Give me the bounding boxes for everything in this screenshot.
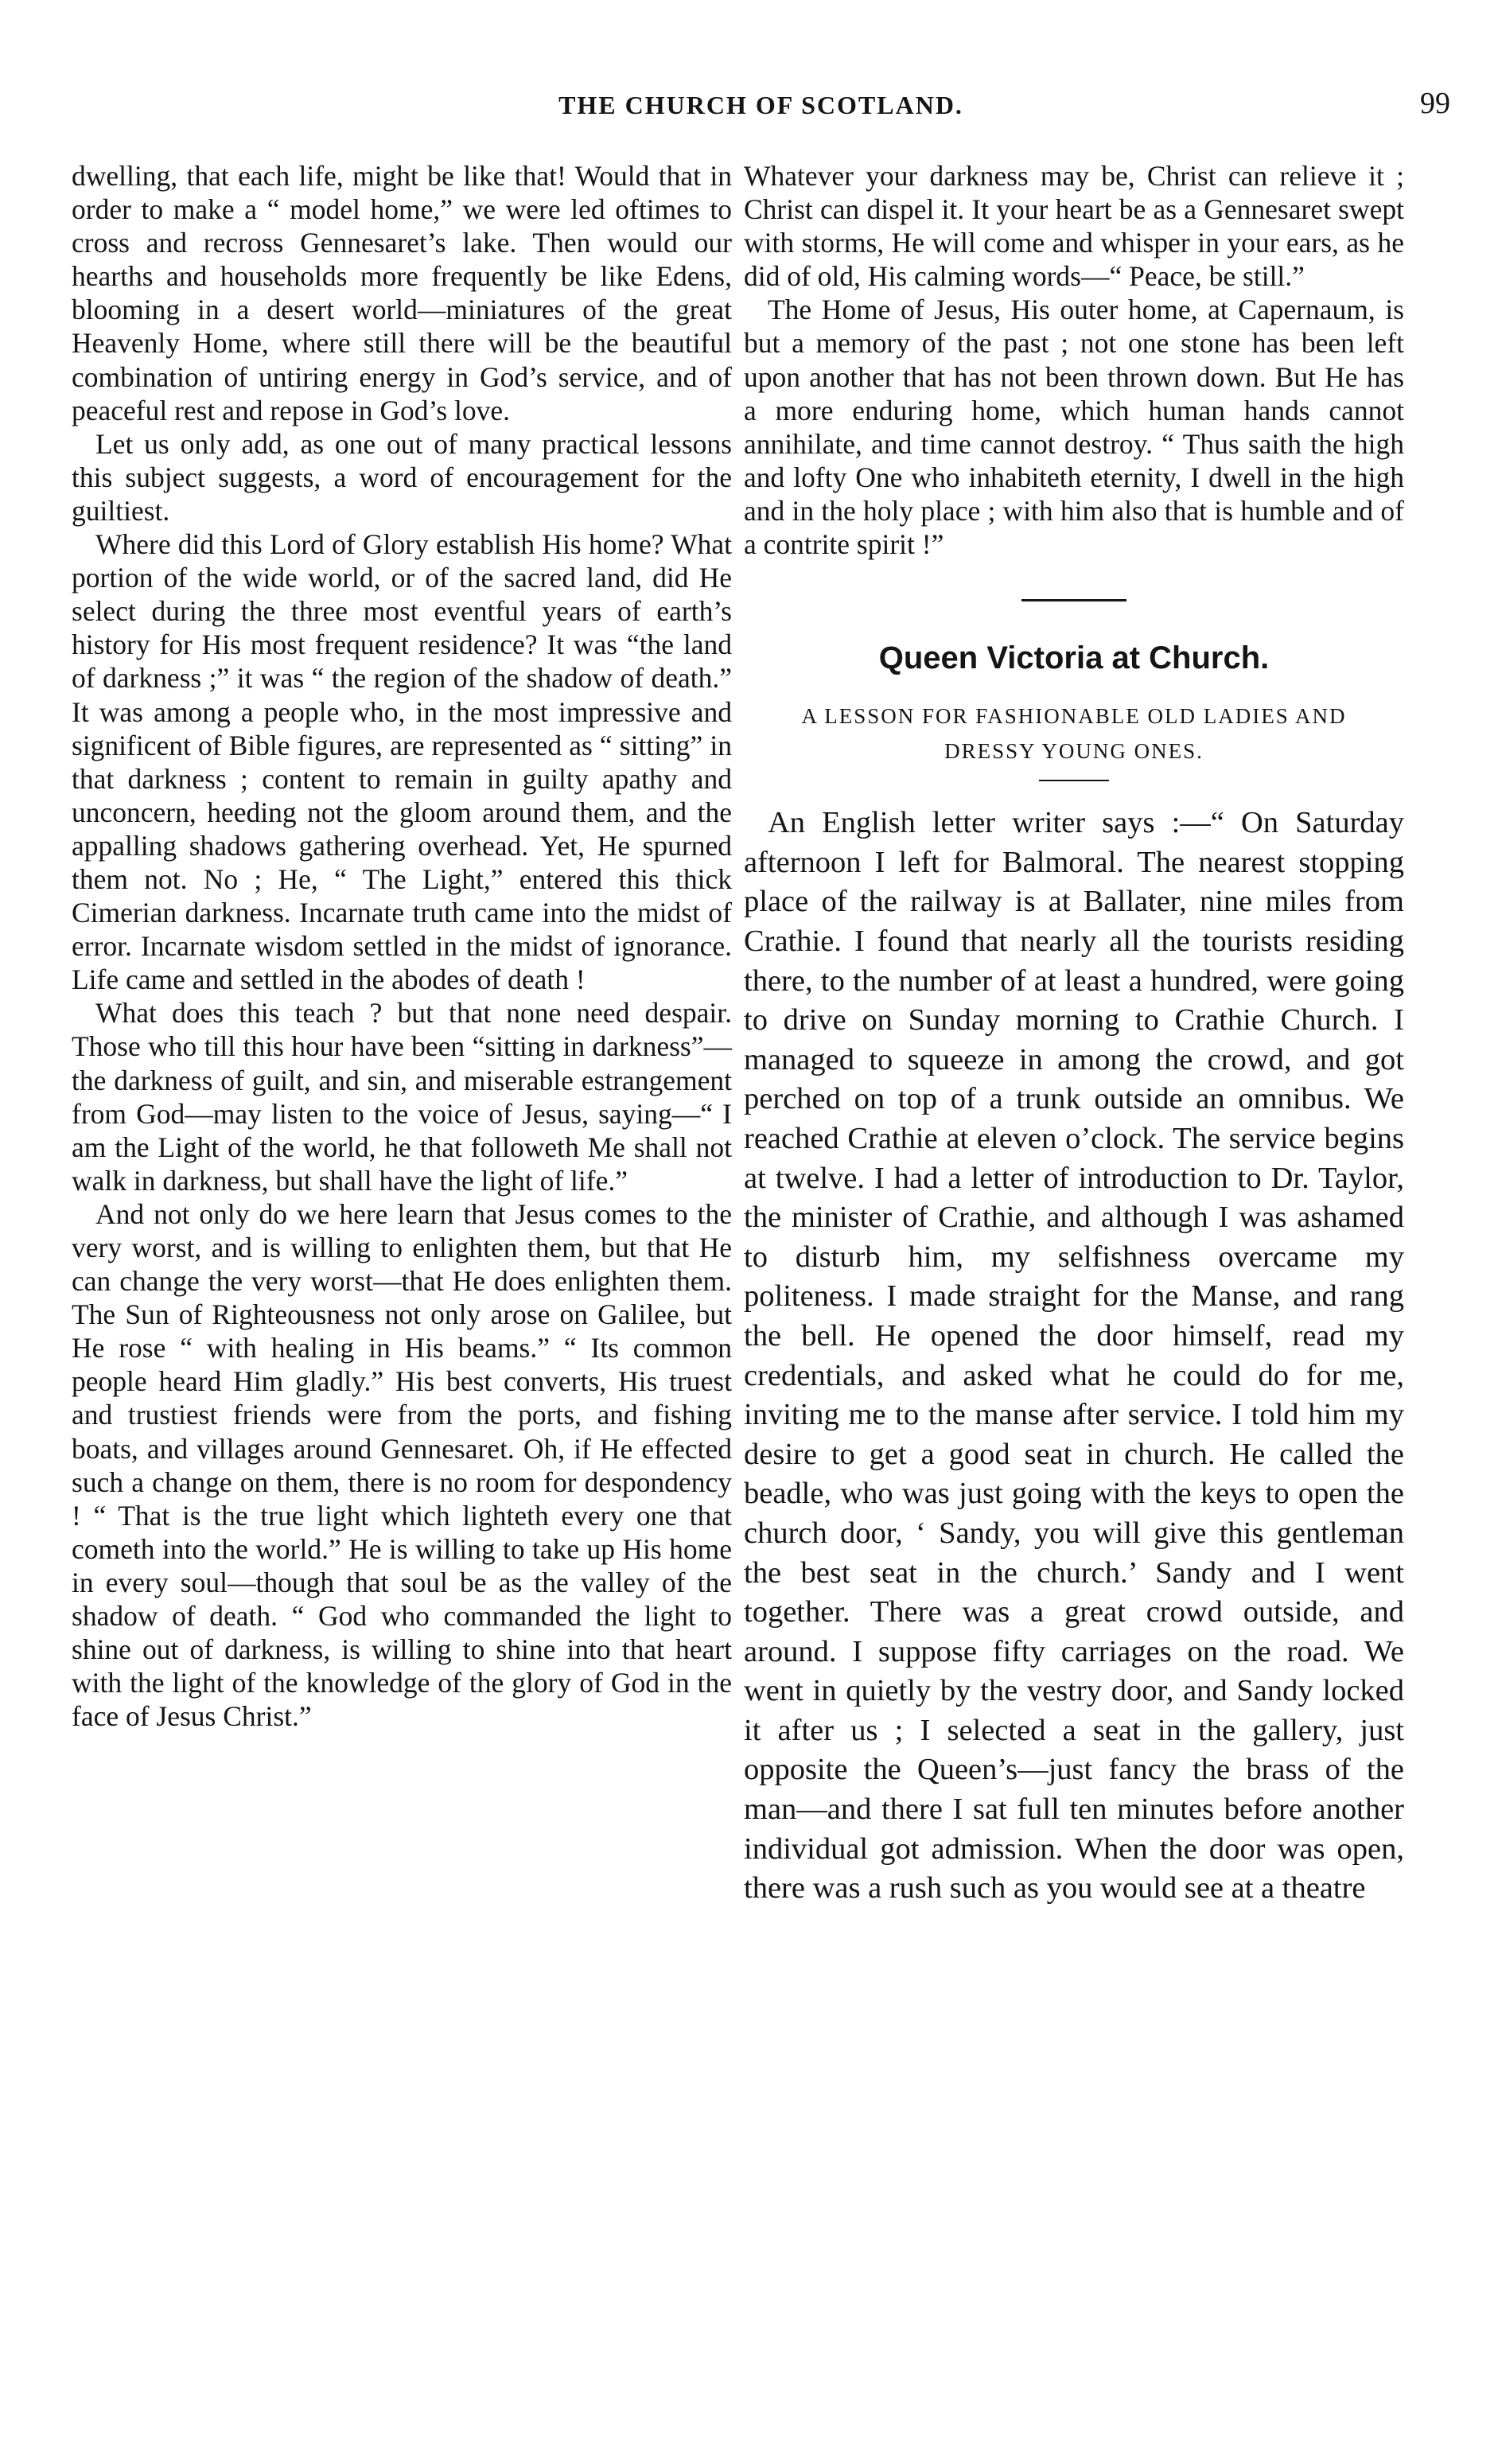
paragraph: And not only do we here learn that Jesus comes to the very worst, and is willing to enlighten them, but that He can change the very worst—that He does enlighten them. The Sun of Righteousness not only arose on Galilee, but He rose “ with healing in His beams.” “ Its common people heard Him gladly.” His best converts, His truest and trustiest friends were from the ports, and fishing boats, and villages around Gennesaret. Oh, if He effected such a change on them, there is no room for despondency ! “ That is the true light which lighteth every one that cometh into the world.” He is willing to take up His home in every soul—though that soul be as the valley of the shadow of death. “ God who commanded the light to shine out of darkness, is willing to shine into that heart with the light of the knowledge of the glory of God in the face of Jesus Christ.”: [72, 1197, 732, 1733]
running-header: [72, 83, 1450, 130]
paragraph: The Home of Jesus, His outer home, at Capernaum, is but a memory of the past ; not one stone has been left upon another that has not been thrown down. But He has a more enduring home, which human hands cannot annihilate, and time cannot destroy. “ Thus saith the high and lofty One who inhabiteth eternity, I dwell in the high and in the holy place ; with him also that is humble and of a contrite spirit !”: [744, 294, 1404, 561]
section-divider: [1021, 599, 1126, 601]
article-subtitle: A LESSON FOR FASHIONABLE OLD LADIES AND DRESSY YOUNG ONES.: [801, 704, 1347, 764]
article-paragraph: An English letter writer says :—“ On Saturday afternoon I left for Balmoral. The nearest stopping place of the railway is at Ballater, nine miles from Crathie. I found that nearly all the tourists residing there, to the number of at least a hundred, were going to drive on Sunday morning to Crathie Church. I managed to squeeze in among the crowd, and got perched on top of a trunk outside an omnibus. We reached Crathie at eleven o’clock. The service begins at twelve. I had a letter of introduction to Dr. Taylor, the minister of Crathie, and although I was ashamed to disturb him, my selfishness overcame my politeness. I made straight for the Manse, and rang the bell. He opened the door himself, read my credentials, and asked what he could do for me, inviting me to the manse after service. I told him my desire to get a good seat in church. He called the beadle, who was just going with the keys to open the church door, ‘ Sandy, you will give this gentleman the best seat in the church.’ Sandy and I went together. There was a great crowd outside, and around. I suppose fifty carriages on the road. We went in quietly by the vestry door, and Sandy locked it after us ; I selected a seat in the gallery, just opposite the Queen’s—just fancy the brass of the man—and there I sat full ten minutes before another individual got admission. When the door was open, there was a rush such as you would see at a theatre: [744, 806, 1404, 1905]
paragraph: Where did this Lord of Glory establish His home? What portion of the wide world, or of the sacred land, did He select during the three most eventful years of earth’s history for His most frequent residence? It was “the land of darkness ;” it was “ the region of the shadow of death.” It was among a people who, in the most impressive and significent of Bible figures, are represented as “ sitting” in that darkness ; content to remain in guilty apathy and unconcern, heeding not the gloom around them, and the appalling shadows gathering overhead. Yet, He spurned them not. No ; He, “ The Light,” entered this thick Cimerian darkness. Incarnate truth came into the midst of error. Incarnate wisdom settled in the midst of ignorance. Life came and settled in the abodes of death !: [72, 528, 732, 996]
paragraph: Whatever your darkness may be, Christ can relieve it ; Christ can dispel it. It your heart be as a Gennesaret swept with storms, He will come and whisper in your ears, as he did of old, His calming words—“ Peace, be still.”: [744, 160, 1404, 293]
subtitle-divider: [1039, 780, 1109, 781]
running-title: THE CHURCH OF SCOTLAND.: [558, 91, 963, 119]
right-column: [744, 159, 1404, 1909]
article-title: Queen Victoria at Church.: [878, 640, 1270, 676]
page-number: 99: [1420, 87, 1450, 120]
paragraph: dwelling, that each life, might be like that! Would that in order to make a “ model home,” we were led oftimes to cross and recross Gennesaret’s lake. Then would our hearths and households more frequently be like Edens, blooming in a desert world—miniatures of the great Heavenly Home, where still there will be the beautiful combination of untiring energy in God’s service, and of peaceful rest and repose in God’s love.: [72, 160, 732, 426]
paragraph: What does this teach ? but that none need despair. Those who till this hour have been “sitting in darkness”—the darkness of guilt, and sin, and miserable estrangement from God—may listen to the voice of Jesus, saying—“ I am the Light of the world, he that followeth Me shall not walk in darkness, but shall have the light of life.”: [72, 997, 732, 1197]
paragraph: Let us only add, as one out of many practical lessons this subject suggests, a word of encouragement for the guiltiest.: [72, 427, 732, 527]
left-column: [72, 159, 732, 1733]
